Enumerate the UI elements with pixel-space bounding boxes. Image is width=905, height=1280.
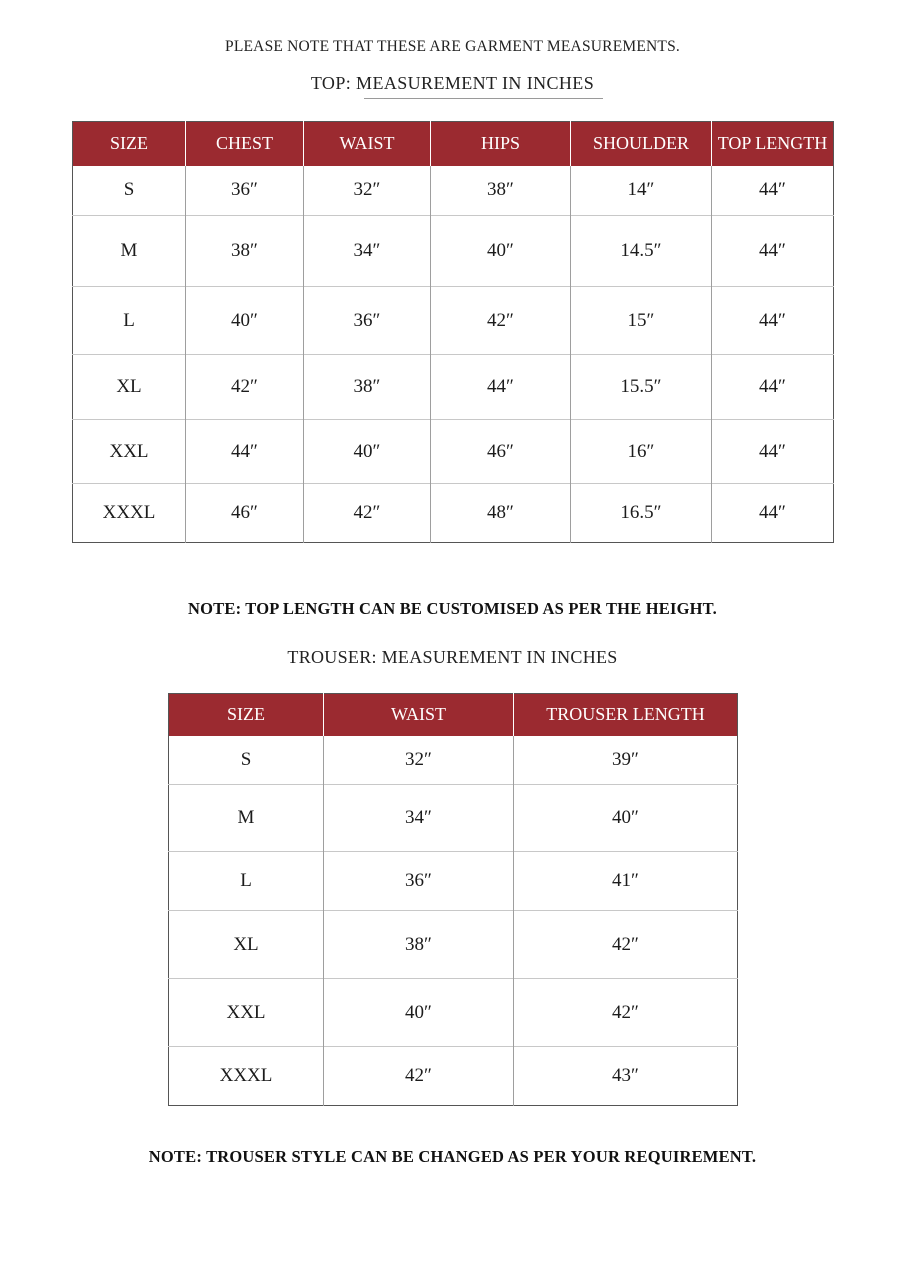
top-length-note: NOTE: TOP LENGTH CAN BE CUSTOMISED AS PER THE HEIGHT. — [188, 599, 717, 618]
trouser-length-cell: 41″ — [514, 852, 738, 911]
chest-cell: 42″ — [186, 355, 304, 420]
top-header-hips: HIPS — [431, 122, 571, 166]
trouser-header-size: SIZE — [169, 694, 324, 736]
size-cell: S — [240, 748, 252, 770]
top-table-title: TOP: MEASUREMENT IN INCHES — [310, 73, 595, 93]
hips-cell: 40″ — [431, 216, 571, 287]
top-header-waist: WAIST — [304, 122, 431, 166]
trouser-length-cell: 42″ — [514, 979, 738, 1047]
trouser-table-header-row — [169, 694, 738, 736]
waist-cell: 40″ — [324, 979, 514, 1047]
size-cell: XXL — [169, 979, 324, 1047]
shoulder-cell: 14″ — [571, 166, 712, 216]
top-length-cell: 44″ — [712, 216, 834, 287]
table-row — [73, 484, 834, 543]
top-length-cell: 44″ — [712, 355, 834, 420]
table-row — [73, 420, 834, 484]
trouser-table-title: TROUSER: MEASUREMENT IN INCHES — [287, 647, 618, 667]
hips-cell: 48″ — [431, 484, 571, 543]
waist-cell: 40″ — [304, 420, 431, 484]
chest-cell: 44″ — [186, 420, 304, 484]
table-row — [169, 979, 738, 1047]
table-row — [73, 355, 834, 420]
waist-cell: 38″ — [324, 911, 514, 979]
trouser-length-cell: 43″ — [514, 1047, 738, 1106]
size-cell: M — [73, 216, 186, 287]
table-row — [169, 785, 738, 852]
trouser-length-cell: 42″ — [514, 911, 738, 979]
size-cell: XL — [73, 355, 186, 420]
trouser-length-cell: 40″ — [514, 785, 738, 852]
size-cell: XXXL — [73, 484, 186, 543]
table-row — [73, 216, 834, 287]
waist-cell: 38″ — [304, 355, 431, 420]
table-row — [169, 736, 738, 785]
chest-cell: 38″ — [186, 216, 304, 287]
shoulder-cell: 16.5″ — [571, 484, 712, 543]
hips-cell: 46″ — [431, 420, 571, 484]
size-cell: L — [169, 852, 324, 911]
top-length-cell: 44″ — [712, 420, 834, 484]
trouser-header-waist: WAIST — [324, 694, 514, 736]
table-row — [169, 1047, 738, 1106]
chest-cell: 40″ — [186, 287, 304, 355]
top-header-chest: CHEST — [186, 122, 304, 166]
trouser-style-note: NOTE: TROUSER STYLE CAN BE CHANGED AS PER YOUR REQUIREMENT. — [148, 1147, 757, 1166]
top-length-cell: 44″ — [712, 484, 834, 543]
size-cell: XL — [169, 911, 324, 979]
waist-cell: 32″ — [324, 736, 514, 785]
table-row — [73, 166, 834, 216]
waist-cell: 36″ — [324, 852, 514, 911]
hips-cell: 44″ — [431, 355, 571, 420]
waist-cell: 36″ — [304, 287, 431, 355]
chest-cell: 36″ — [186, 166, 304, 216]
trouser-size-table — [168, 693, 738, 1106]
waist-cell: 34″ — [304, 216, 431, 287]
top-header-shoulder: SHOULDER — [571, 122, 712, 166]
table-row — [169, 911, 738, 979]
size-cell: XXL — [73, 420, 186, 484]
shoulder-cell: 16″ — [571, 420, 712, 484]
title-underline-divider — [364, 98, 603, 99]
shoulder-cell: 14.5″ — [571, 216, 712, 287]
top-table-header-row — [73, 122, 834, 166]
top-header-size: SIZE — [73, 122, 186, 166]
garment-measurement-note: PLEASE NOTE THAT THESE ARE GARMENT MEASUREMENTS. — [225, 38, 680, 55]
size-cell: XXXL — [169, 1047, 324, 1106]
top-length-cell: 44″ — [712, 166, 834, 216]
waist-cell: 42″ — [324, 1047, 514, 1106]
shoulder-cell: 15″ — [571, 287, 712, 355]
top-size-table — [72, 121, 834, 543]
waist-cell: 42″ — [304, 484, 431, 543]
size-cell: S — [123, 179, 135, 201]
table-row — [169, 852, 738, 911]
top-length-cell: 44″ — [712, 287, 834, 355]
chest-cell: 46″ — [186, 484, 304, 543]
waist-cell: 34″ — [324, 785, 514, 852]
waist-cell: 32″ — [304, 166, 431, 216]
table-row — [73, 287, 834, 355]
hips-cell: 42″ — [431, 287, 571, 355]
trouser-length-cell: 39″ — [514, 736, 738, 785]
trouser-header-length: TROUSER LENGTH — [514, 694, 738, 736]
hips-cell: 38″ — [431, 166, 571, 216]
size-cell: M — [169, 785, 324, 852]
top-header-top-length: TOP LENGTH — [712, 122, 834, 166]
size-cell: L — [73, 287, 186, 355]
shoulder-cell: 15.5″ — [571, 355, 712, 420]
